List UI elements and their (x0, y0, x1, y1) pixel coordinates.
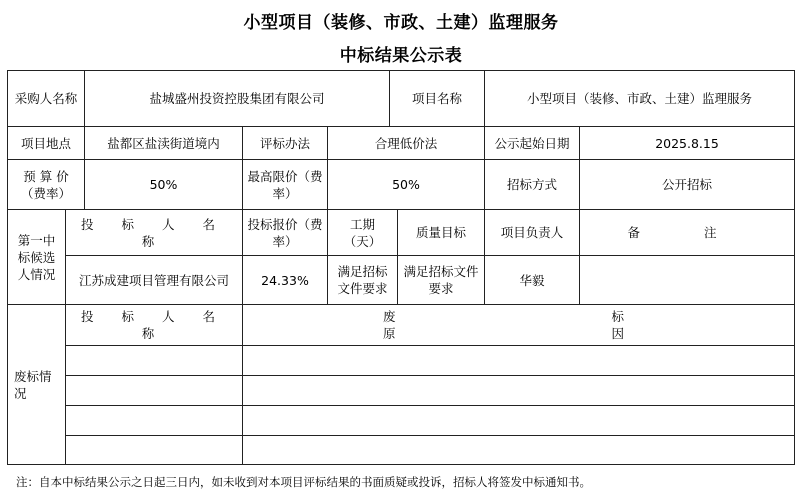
page-title: 小型项目（装修、市政、土建）监理服务 (243, 13, 559, 33)
purchaser-value: 盐城盛州投资控股集团有限公司 (85, 71, 390, 127)
budget-value: 50% (85, 160, 243, 210)
rejected-header-bidder: 投 标 人 名 称 (66, 305, 243, 346)
rejected-row-2-reason (243, 376, 795, 406)
footnote: 注：自本中标结果公示之日起三日内，如未收到对本项目评标结果的书面质疑或投诉，招标人将签发中标通知书。 (16, 475, 591, 489)
max-price-label: 最高限价（费率） (243, 160, 328, 210)
candidate-header-quote: 投标报价（费率） (243, 210, 328, 256)
purchaser-label: 采购人名称 (8, 71, 85, 127)
rejected-row-3-bidder (66, 406, 243, 436)
candidate-manager: 华毅 (485, 256, 580, 305)
candidate-quality: 满足招标文件要求 (398, 256, 485, 305)
project-name-label: 项目名称 (390, 71, 485, 127)
rejected-row-1-reason (243, 346, 795, 376)
budget-label: 预 算 价（费率） (8, 160, 85, 210)
candidate-quote: 24.33% (243, 256, 328, 305)
result-table (7, 70, 795, 465)
rejected-row-1-bidder (66, 346, 243, 376)
start-date-label: 公示起始日期 (485, 127, 580, 160)
rejected-row-3-reason (243, 406, 795, 436)
candidate-header-quality: 质量目标 (398, 210, 485, 256)
location-label: 项目地点 (8, 127, 85, 160)
max-price-value: 50% (328, 160, 485, 210)
project-name-value: 小型项目（装修、市政、土建）监理服务 (485, 71, 795, 127)
rejected-row-4-reason (243, 436, 795, 465)
candidate-header-period: 工期（天） (328, 210, 398, 256)
rejected-row-4-bidder (66, 436, 243, 465)
location-value: 盐都区盐渎街道境内 (85, 127, 243, 160)
rejected-row-2-bidder (66, 376, 243, 406)
candidate-header-bidder: 投 标 人 名 称 (66, 210, 243, 256)
candidate-remark (580, 256, 795, 305)
start-date-value: 2025.8.15 (580, 127, 795, 160)
method-value: 合理低价法 (328, 127, 485, 160)
candidate-header-manager: 项目负责人 (485, 210, 580, 256)
candidate-bidder: 江苏成建项目管理有限公司 (66, 256, 243, 305)
candidate-header-remark: 备 注 (580, 210, 795, 256)
rejected-section-label: 废标情况 (8, 305, 66, 465)
page-subtitle: 中标结果公示表 (339, 46, 463, 66)
candidate-section-label: 第一中标候选人情况 (8, 210, 66, 305)
rejected-header-reason: 废 标 原 因 (243, 305, 795, 346)
method-label: 评标办法 (243, 127, 328, 160)
tender-mode-value: 公开招标 (580, 160, 795, 210)
tender-mode-label: 招标方式 (485, 160, 580, 210)
candidate-period: 满足招标文件要求 (328, 256, 398, 305)
